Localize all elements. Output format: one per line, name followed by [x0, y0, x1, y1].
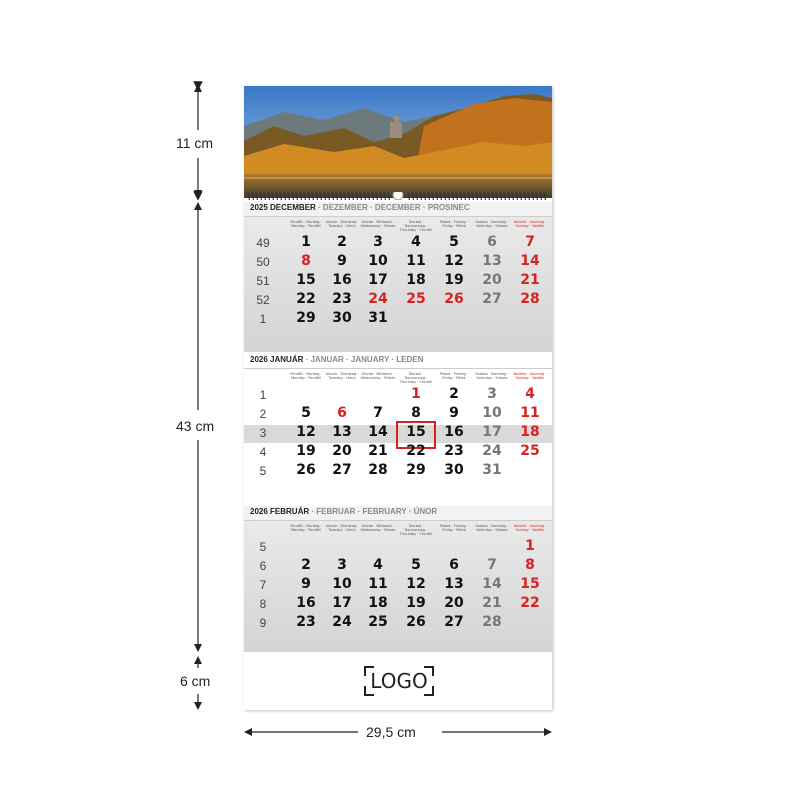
calendar-day: 14 [520, 253, 540, 269]
calendar-day: 25 [520, 443, 540, 459]
calendar-day: 24 [482, 443, 502, 459]
calendar-day: 5 [411, 557, 421, 573]
calendar-day: 12 [296, 424, 316, 440]
calendar-day: 26 [406, 614, 426, 630]
calendar-day: 15 [406, 424, 426, 440]
weekday-header: Sobota · Samstag · Saturday · Sobota [475, 524, 509, 532]
week-number: 5 [259, 464, 267, 478]
calendar-day: 23 [332, 291, 352, 307]
calendar-day: 7 [487, 557, 497, 573]
calendar-day: 17 [332, 595, 352, 611]
calendar-day: 29 [406, 462, 426, 478]
week-number: 3 [259, 426, 267, 440]
logo-text: LOGO [370, 669, 428, 693]
weekday-header: Nedeľa · Sonntag · Sunday · Neděle [513, 524, 547, 532]
month-block [244, 506, 552, 652]
week-number: 9 [259, 616, 267, 630]
dimension-width-label: 29,5 cm [366, 724, 416, 740]
calendar-day: 15 [520, 576, 540, 592]
calendar-day: 30 [332, 310, 352, 326]
calendar-day: 9 [337, 253, 347, 269]
calendar-day: 30 [444, 462, 464, 478]
calendar-day: 18 [406, 272, 426, 288]
week-number: 8 [259, 597, 267, 611]
calendar-day: 22 [520, 595, 540, 611]
month-title [250, 203, 470, 212]
calendar-day: 27 [444, 614, 464, 630]
calendar-day: 6 [449, 557, 459, 573]
weekday-header: Utorok · Dienstag · Tuesday · Úterý [325, 524, 359, 532]
calendar-day: 3 [337, 557, 347, 573]
calendar-day: 1 [525, 538, 535, 554]
calendar-day: 28 [520, 291, 540, 307]
calendar-day: 26 [296, 462, 316, 478]
month-title [250, 355, 423, 364]
week-number: 52 [256, 293, 270, 307]
calendar-day: 25 [368, 614, 388, 630]
week-number: 1 [259, 312, 267, 326]
calendar-day: 20 [482, 272, 502, 288]
calendar-day: 16 [444, 424, 464, 440]
calendar-day: 21 [520, 272, 540, 288]
calendar-day: 28 [368, 462, 388, 478]
weekday-header: Streda · Mittwoch · Wednesday · Středa [360, 372, 396, 380]
calendar-day: 2 [337, 234, 347, 250]
month-name: DECEMBER [270, 203, 316, 212]
calendar-day: 1 [301, 234, 311, 250]
wall-calendar [244, 86, 552, 710]
calendar-day: 13 [444, 576, 464, 592]
calendar-day: 8 [525, 557, 535, 573]
calendar-day: 4 [525, 386, 535, 402]
weekday-header: Štvrtok · Donnerstag · Thursday · Čtvrtek [399, 524, 433, 536]
calendar-day: 15 [296, 272, 316, 288]
calendar-day: 4 [373, 557, 383, 573]
week-number: 1 [259, 388, 267, 402]
month-header [244, 354, 552, 369]
calendar-day: 2 [449, 386, 459, 402]
calendar-day: 23 [296, 614, 316, 630]
week-number: 2 [259, 407, 267, 421]
calendar-day: 2 [301, 557, 311, 573]
calendar-day: 13 [482, 253, 502, 269]
calendar-day: 9 [301, 576, 311, 592]
week-number: 6 [259, 559, 267, 573]
calendar-day: 21 [482, 595, 502, 611]
calendar-day: 23 [444, 443, 464, 459]
calendar-day: 4 [411, 234, 421, 250]
calendar-day: 17 [482, 424, 502, 440]
calendar-day: 10 [332, 576, 352, 592]
calendar-day: 7 [373, 405, 383, 421]
calendar-day: 19 [296, 443, 316, 459]
calendar-day: 27 [332, 462, 352, 478]
calendar-day: 20 [444, 595, 464, 611]
calendar-day: 12 [444, 253, 464, 269]
calendar-day: 5 [449, 234, 459, 250]
calendar-day: 27 [482, 291, 502, 307]
calendar-day: 22 [296, 291, 316, 307]
calendar-day: 16 [332, 272, 352, 288]
month-title [250, 507, 437, 516]
calendar-day: 7 [525, 234, 535, 250]
week-number: 5 [259, 540, 267, 554]
weekday-header: Pondělí · Montag · Monday · Pondělí [290, 220, 322, 228]
calendar-day: 6 [487, 234, 497, 250]
calendar-day: 22 [406, 443, 426, 459]
calendar-day: 5 [301, 405, 311, 421]
week-number: 49 [256, 236, 270, 250]
calendar-day: 14 [482, 576, 502, 592]
calendar-day: 12 [406, 576, 426, 592]
weekday-header: Streda · Mittwoch · Wednesday · Středa [360, 220, 396, 228]
weekday-header: Štvrtok · Donnerstag · Thursday · Čtvrtek [399, 220, 433, 232]
calendar-day: 25 [406, 291, 426, 307]
calendar-day: 16 [296, 595, 316, 611]
month-name-translations: · JANUAR · JANUARY · LEDEN [303, 355, 424, 364]
calendar-day: 26 [444, 291, 464, 307]
calendar-day: 24 [332, 614, 352, 630]
calendar-day: 31 [368, 310, 388, 326]
logo-placeholder [364, 666, 434, 696]
month-block [244, 354, 552, 504]
calendar-day: 21 [368, 443, 388, 459]
weekday-header: Pondělí · Montag · Monday · Pondělí [290, 524, 322, 532]
dimension-middle-label: 43 cm [176, 418, 215, 434]
week-number: 7 [259, 578, 267, 592]
month-name: FEBRUÁR [270, 507, 310, 516]
calendar-day: 29 [296, 310, 316, 326]
week-number: 4 [259, 445, 267, 459]
calendar-day: 31 [482, 462, 502, 478]
landscape-photo [244, 86, 552, 198]
calendar-day: 14 [368, 424, 388, 440]
spiral-binding [244, 192, 552, 200]
weekday-header: Nedeľa · Sonntag · Sunday · Neděle [513, 220, 547, 228]
calendar-day: 8 [301, 253, 311, 269]
month-name-translations: · DEZEMBER · DECEMBER · PROSINEC [315, 203, 470, 212]
calendar-day: 10 [482, 405, 502, 421]
calendar-day: 24 [368, 291, 388, 307]
logo-area [244, 654, 552, 710]
weekday-header: Utorok · Dienstag · Tuesday · Úterý [325, 372, 359, 380]
month-header [244, 506, 552, 521]
calendar-day: 11 [406, 253, 426, 269]
month-year: 2025 [250, 203, 271, 212]
weekday-header: Piatok · Freitag · Friday · Pátek [439, 220, 469, 228]
calendar-day: 11 [520, 405, 540, 421]
weekday-header: Nedeľa · Sonntag · Sunday · Neděle [513, 372, 547, 380]
calendar-day: 11 [368, 576, 388, 592]
calendar-day: 13 [332, 424, 352, 440]
month-header [244, 202, 552, 217]
calendar-day: 1 [411, 386, 421, 402]
weekday-header: Pondělí · Montag · Monday · Pondělí [290, 372, 322, 380]
month-name: JANUÁR [270, 355, 304, 364]
month-year: 2026 [250, 355, 271, 364]
calendar-day: 17 [368, 272, 388, 288]
weekday-header: Štvrtok · Donnerstag · Thursday · Čtvrtek [399, 372, 433, 384]
week-number: 50 [256, 255, 270, 269]
calendar-day: 18 [368, 595, 388, 611]
weekday-header: Sobota · Samstag · Saturday · Sobota [475, 220, 509, 228]
weekday-header: Piatok · Freitag · Friday · Pátek [439, 372, 469, 380]
dimension-top-label: 11 cm [176, 135, 214, 151]
calendar-day: 9 [449, 405, 459, 421]
calendar-day: 28 [482, 614, 502, 630]
calendar-day: 3 [487, 386, 497, 402]
weekday-header: Sobota · Samstag · Saturday · Sobota [475, 372, 509, 380]
calendar-day: 18 [520, 424, 540, 440]
month-block [244, 202, 552, 352]
calendar-day: 6 [337, 405, 347, 421]
week-number: 51 [256, 274, 270, 288]
calendar-day: 10 [368, 253, 388, 269]
calendar-day: 8 [411, 405, 421, 421]
weekday-header: Streda · Mittwoch · Wednesday · Středa [360, 524, 396, 532]
month-name-translations: · FEBRUAR · FEBRUARY · ÚNOR [309, 507, 438, 516]
weekday-header: Piatok · Freitag · Friday · Pátek [439, 524, 469, 532]
calendar-day: 20 [332, 443, 352, 459]
calendar-day: 3 [373, 234, 383, 250]
dimension-bottom-label: 6 cm [180, 673, 211, 689]
calendar-day: 19 [406, 595, 426, 611]
weekday-header: Utorok · Dienstag · Tuesday · Úterý [325, 220, 359, 228]
calendar-day: 19 [444, 272, 464, 288]
month-year: 2026 [250, 507, 271, 516]
